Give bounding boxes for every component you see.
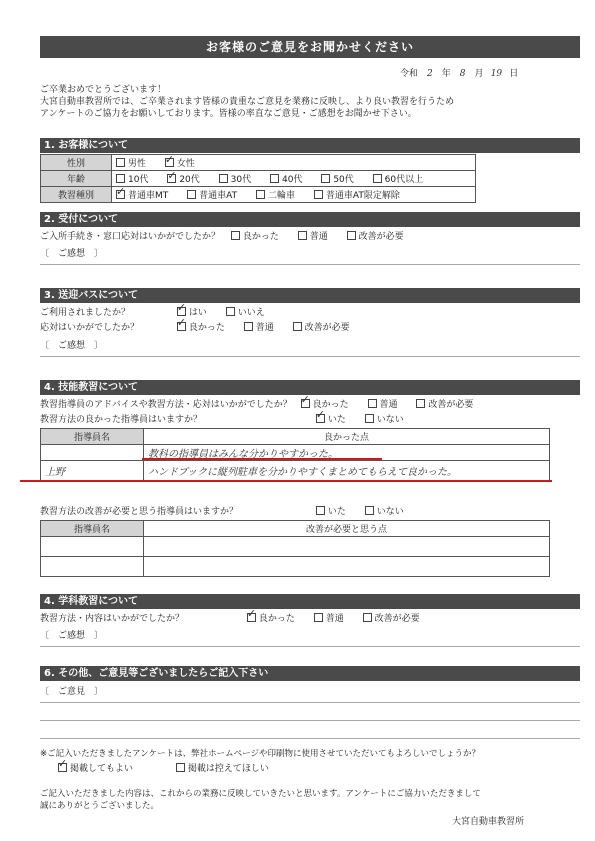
table-row [41, 557, 550, 577]
bus-comment-line[interactable] [40, 356, 580, 357]
reception-question-row [40, 231, 420, 243]
course-option[interactable]: 二輪車 [256, 188, 295, 201]
classroom-comment-label: 〔 ご感想 〕 [40, 631, 104, 641]
improve-point-cell[interactable] [144, 537, 550, 557]
age-option[interactable]: 30代 [219, 172, 251, 185]
age-option[interactable]: ✓ 20代 [167, 172, 199, 185]
skill-q2-row [40, 414, 420, 426]
age-options [112, 171, 476, 187]
checkbox-icon[interactable] [363, 613, 372, 622]
intro-line-1: 大宮自動車教習所では、ご卒業されます皆様の貴重なご意見を業務に反映し、より良い教習を行うため [40, 97, 455, 107]
date-day[interactable]: 19 [490, 69, 503, 79]
checkbox-icon[interactable] [116, 174, 125, 183]
course-options [112, 187, 476, 203]
bus-q2: 応対はいかがでしたか？ [40, 323, 140, 333]
date-era: 令和 [400, 69, 419, 79]
bus-q1-row [40, 307, 281, 319]
checkbox-icon[interactable] [365, 506, 374, 515]
customer-table [40, 154, 476, 203]
checkbox-icon[interactable] [373, 174, 382, 183]
checkbox-icon[interactable] [256, 190, 265, 199]
checkbox-checked-icon[interactable] [167, 174, 176, 183]
skill-q2-option-no[interactable]: いない [365, 414, 404, 426]
skill-q1-option-good[interactable]: ✓ 良かった [301, 399, 349, 411]
other-comment-line[interactable] [40, 720, 580, 721]
gender-option-female[interactable]: ✓ 女性 [165, 156, 195, 169]
skill-q3-row [40, 506, 420, 518]
age-option[interactable]: 60代以上 [373, 172, 423, 185]
skill-q1-row [40, 399, 489, 411]
checkbox-icon[interactable] [316, 506, 325, 515]
date: 令和 2 年 8 月 19 日 [400, 69, 519, 79]
checkbox-checked-icon[interactable] [247, 613, 256, 622]
section-5-header: 4. 学科教習について [40, 594, 580, 609]
checkbox-icon[interactable] [416, 399, 425, 408]
other-comment-line[interactable] [40, 738, 580, 739]
red-underline [20, 480, 552, 482]
course-option[interactable]: ✓ 普通車MT [116, 188, 168, 201]
good-instructor-table [40, 428, 550, 481]
classroom-option-normal[interactable]: 普通 [314, 613, 344, 625]
classroom-comment-line[interactable] [40, 646, 580, 647]
bus-comment-label: 〔 ご感想 〕 [40, 341, 104, 351]
red-underline [142, 458, 382, 460]
intro-line-2: アンケートのご協力をお願いしております。皆様の率直なご意見・ご感想をお聞かせ下さい。 [40, 109, 417, 119]
good-point[interactable]: ハンドブックに縦列駐車を分かりやすくまとめてもらえて良かった。 [144, 461, 550, 481]
checkbox-icon[interactable] [187, 190, 196, 199]
course-option[interactable]: 普通車AT [187, 188, 237, 201]
checkbox-icon[interactable] [244, 322, 253, 331]
table-row [41, 461, 550, 481]
skill-q1-option-normal[interactable]: 普通 [368, 399, 398, 411]
improve-instructor-table [40, 520, 550, 577]
classroom-question: 教習方法・内容はいかがでしたか？ [40, 614, 185, 624]
bus-q1-option-no[interactable]: いいえ [226, 307, 265, 319]
checkbox-checked-icon[interactable] [316, 414, 325, 423]
age-option[interactable]: 10代 [116, 172, 148, 185]
skill-q2-option-yes[interactable]: ✓ いた [316, 414, 346, 426]
improve-table-header-point: 改善が必要と思う点 [144, 521, 550, 537]
reception-comment-line[interactable] [40, 264, 580, 265]
table-row [41, 537, 550, 557]
checkbox-checked-icon[interactable] [116, 190, 125, 199]
good-point[interactable]: 教科の指導員はみんな分かりやすかった。 [144, 445, 550, 461]
section-6-header: 6. その他、ご意見等ございましたらご記入下さい [40, 666, 580, 681]
good-table-header-point: 良かった点 [144, 429, 550, 445]
skill-q2: 教習方法の良かった指導員はいますか？ [40, 415, 203, 425]
good-table-header-name: 指導員名 [41, 429, 144, 445]
checkbox-icon[interactable] [270, 174, 279, 183]
other-comment-label: 〔 ご意見 〕 [40, 687, 104, 697]
checkbox-icon[interactable] [365, 414, 374, 423]
skill-q3-option-yes[interactable]: いた [316, 506, 346, 518]
checkbox-checked-icon[interactable] [58, 763, 67, 772]
checkbox-icon[interactable] [226, 307, 235, 316]
age-option[interactable]: 40代 [270, 172, 302, 185]
reception-question: ご入所手続き・窓口応対はいかがでしたか？ [40, 232, 221, 242]
greeting: ご卒業おめでとうございます！ [40, 85, 167, 95]
instructor-name[interactable] [41, 445, 144, 461]
checkbox-icon[interactable] [314, 190, 323, 199]
other-comment-line[interactable] [40, 702, 580, 703]
consent-options [58, 763, 285, 775]
checkbox-checked-icon[interactable] [165, 158, 174, 167]
bus-q2-option-good[interactable]: ✓ 良かった [177, 322, 225, 334]
gender-label: 性別 [41, 155, 112, 171]
age-option[interactable]: 50代 [321, 172, 353, 185]
checkbox-icon[interactable] [298, 231, 307, 240]
page-title: お客様のご意見をお聞かせください [40, 36, 580, 58]
signature: 大宮自動車教習所 [452, 817, 525, 827]
skill-q3: 教習方法の改善が必要と思う指導員はいますか？ [40, 507, 239, 517]
classroom-option-good[interactable]: ✓ 良かった [247, 613, 295, 625]
consent-option-allow[interactable]: ✓掲載してもよい [58, 763, 133, 775]
age-label: 年齢 [41, 171, 112, 187]
checkbox-icon[interactable] [231, 231, 240, 240]
checkbox-icon[interactable] [219, 174, 228, 183]
classroom-question-row [40, 613, 436, 625]
course-label: 教習種別 [41, 187, 112, 203]
reception-option-good[interactable]: 良かった [231, 231, 279, 243]
improve-table-header-name: 指導員名 [41, 521, 144, 537]
section-3-header: 3. 送迎バスについて [40, 288, 580, 303]
date-month[interactable]: 8 [459, 69, 466, 79]
checkbox-checked-icon[interactable] [177, 322, 186, 331]
checkbox-checked-icon[interactable] [301, 399, 310, 408]
improve-point-cell[interactable] [144, 557, 550, 577]
checkbox-icon[interactable] [116, 158, 125, 167]
gender-options [112, 155, 476, 171]
closing-line-2: 誠にありがとうございました。 [40, 801, 160, 811]
checkbox-icon[interactable] [293, 322, 302, 331]
gender-option-male[interactable]: 男性 [116, 156, 146, 169]
bus-q1-option-yes[interactable]: ✓ はい [177, 307, 207, 319]
consent-option-deny[interactable]: 掲載は控えてほしい [176, 763, 269, 775]
checkbox-icon[interactable] [321, 174, 330, 183]
section-2-header: 2. 受付について [40, 212, 580, 227]
classroom-option-improve[interactable]: 改善が必要 [363, 613, 420, 625]
bus-q2-option-normal[interactable]: 普通 [244, 322, 274, 334]
checkbox-icon[interactable] [347, 231, 356, 240]
checkbox-icon[interactable] [368, 399, 377, 408]
checkbox-icon[interactable] [176, 763, 185, 772]
reception-option-normal[interactable]: 普通 [298, 231, 328, 243]
instructor-name-cell[interactable] [41, 537, 144, 557]
date-year[interactable]: 2 [427, 69, 433, 79]
reception-option-improve[interactable]: 改善が必要 [347, 231, 404, 243]
instructor-name[interactable]: 上野 [41, 461, 144, 481]
bus-q1: ご利用されましたか？ [40, 308, 131, 318]
bus-q2-option-improve[interactable]: 改善が必要 [293, 322, 350, 334]
consent-question: ※ご記入いただきましたアンケートは、弊社ホームページや印刷物に使用させていただいてもよろしいでしょうか？ [40, 749, 480, 759]
section-4-header: 4. 技能教習について [40, 380, 580, 395]
checkbox-checked-icon[interactable] [177, 307, 186, 316]
reception-comment-label: 〔 ご感想 〕 [40, 249, 104, 259]
checkbox-icon[interactable] [314, 613, 323, 622]
closing-line-1: ご記入いただきました内容は、これからの業務に反映していきたいと思います。アンケートにご協力いただきまして [40, 789, 481, 799]
instructor-name-cell[interactable] [41, 557, 144, 577]
skill-q1: 教習指導員のアドバイスや教習方法・応対はいかがでしたか？ [40, 400, 292, 410]
section-1-header: 1. お客様について [40, 138, 580, 153]
course-option[interactable]: 普通車AT限定解除 [314, 188, 400, 201]
bus-q2-row [40, 322, 366, 334]
skill-q1-option-improve[interactable]: 改善が必要 [416, 399, 473, 411]
skill-q3-option-no[interactable]: いない [365, 506, 404, 518]
